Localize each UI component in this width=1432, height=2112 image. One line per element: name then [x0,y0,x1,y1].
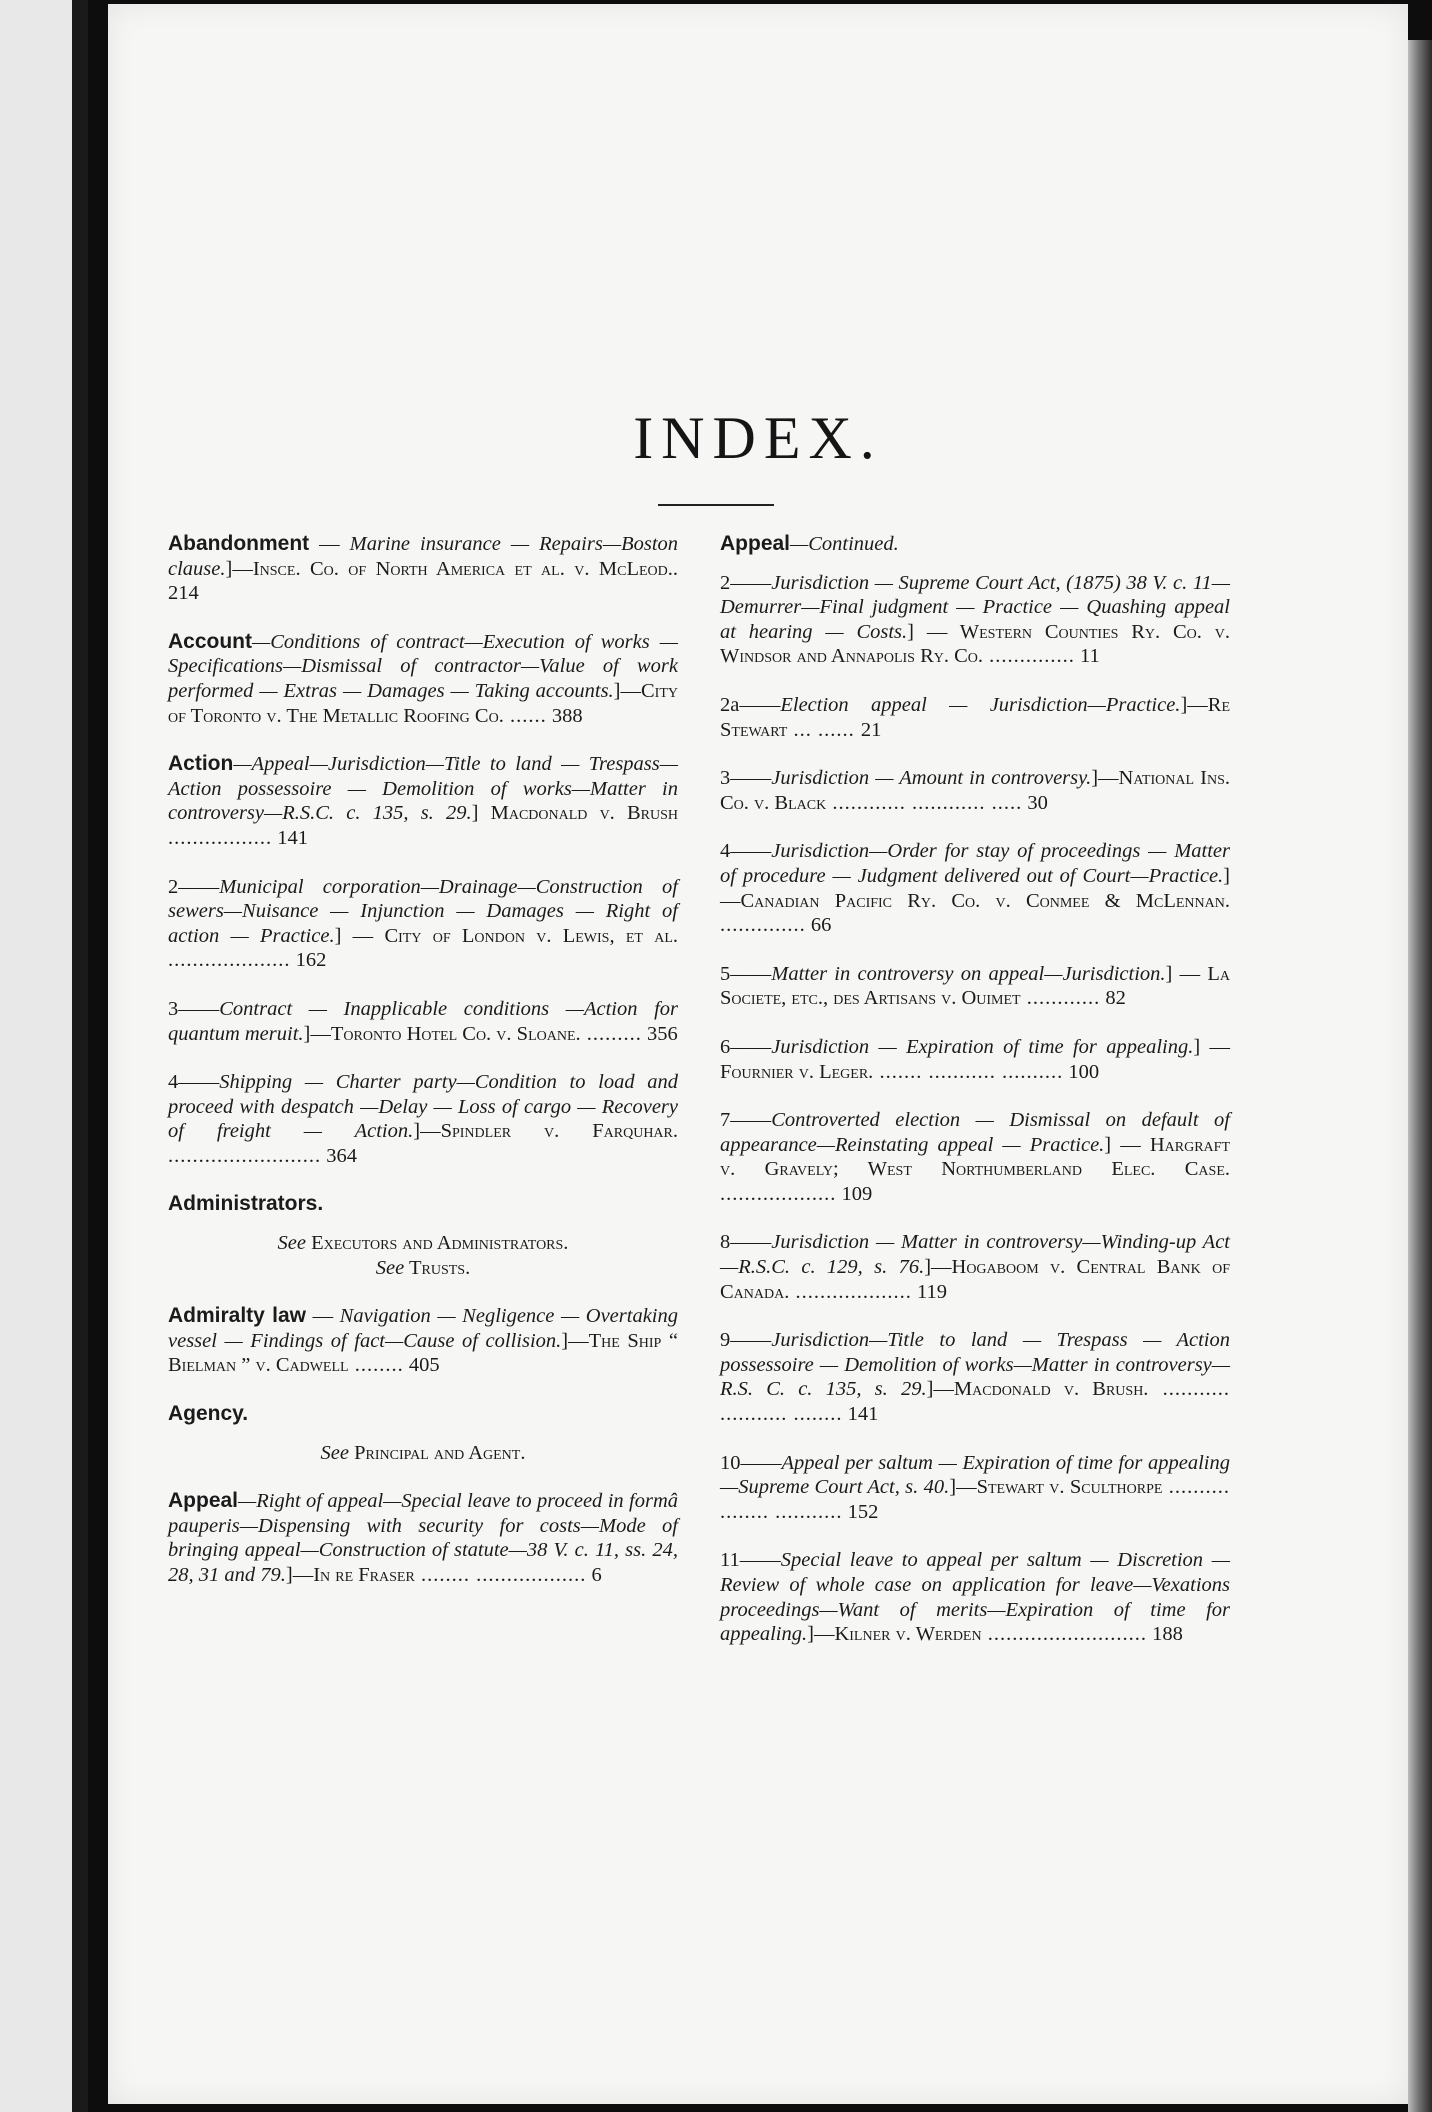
entry-heading: Admiralty law [168,1304,306,1328]
book-page [108,4,1408,2104]
dot-leaders: ...... [503,704,547,727]
entry-case: ] — La Societe, etc., des Artisans v. Ouimet [720,962,1230,1010]
dot-leaders: ................. [168,826,273,849]
entry-page: 66 [810,914,832,937]
page-title: INDEX. [633,405,883,471]
dot-leaders: .................... [168,949,291,972]
entry-case: ]—In re Fraser [285,1564,415,1586]
dot-leaders: ............ [1020,987,1101,1010]
index-entry-action [168,752,678,850]
entry-page: 388 [551,704,583,727]
index-entry-appeal-10 [720,1328,1230,1426]
entry-number: 5—— [720,962,772,985]
entry-case: ]—Kilner v. Werden [807,1623,982,1646]
entry-page: 152 [847,1500,879,1523]
entry-description: Shipping — Charter party—Condition to load and proceed with despatch —Delay — Loss of cargo — Recovery of freight — Action. [168,1071,678,1143]
index-entry-appeal-2 [720,571,1230,669]
entry-case: ]—Macdonald v. Brush. [926,1378,1149,1401]
index-entry-admiralty-law: Admiralty law — Navigation — Negligence — Overtaking vessel — Findings of fact—Cause of collision.]—The Ship “ Bielman ” v. Cadwell ........ 405 [168,1304,678,1377]
entry-page: 405 [408,1354,440,1377]
entry-description: Navigation — Negligence — Overtaking vessel — Findings of fact—Cause of collision. [168,1305,678,1352]
index-entry-administrators [168,1192,678,1217]
title-rule [658,504,774,506]
entry-number: 3—— [720,767,772,790]
entry-case: ]—National Ins. Co. v. Black [720,767,1230,814]
entry-page: 162 [295,949,327,972]
entry-description: Jurisdiction — Amount in controversy. [771,767,1092,790]
entry-case: ]—The Ship “ Bielman ” v. Cadwell [168,1329,678,1377]
index-entry-appeal-3 [720,693,1230,742]
entry-description: Marine insurance — Repairs—Boston clause. [168,533,679,580]
adjacent-page-edge [0,0,88,2112]
entry-number: 2—— [168,875,220,898]
index-entry-appeal-8 [720,1108,1230,1206]
entry-page: 21 [860,718,882,741]
entry-number: 9—— [720,1329,772,1352]
entry-heading: Action [168,752,234,776]
entry-page: 356 [647,1022,678,1045]
entry-number: 2—— [720,571,772,594]
dot-leaders: ......... [580,1022,642,1045]
entry-number: 11—— [720,1549,781,1572]
entry-number: 3—— [168,997,220,1020]
cross-reference: See Principal and Agent. [320,1441,526,1464]
dot-leaders: ............ ............ ..... [826,791,1023,814]
entry-case: ] — Fournier v. Leger. [720,1035,1230,1083]
entry-case: ]—Stewart v. Sculthorpe [949,1476,1163,1499]
cross-reference: See Executors and Administrators. See Trusts. [277,1232,569,1279]
entry-number: 6—— [720,1035,772,1058]
entry-page: 141 [847,1403,879,1426]
entry-description: —Right of appeal—Special leave to proceed in formâ pauperis—Dispensing with security for costs—Mode of bringing appeal—Construction of statute—38 V. c. 11, ss. 24, 28, 31 and 79. [168,1490,678,1586]
entry-description: Jurisdiction—Order for stay of proceedings — Matter of procedure — Judgment delivered out of Court—Practice. [720,840,1230,887]
index-entry-appeal [168,1489,678,1587]
entry-case: ] — City of London v. Lewis, et al. [334,924,678,947]
entry-heading: Appeal [168,1489,239,1513]
continued-heading: Appeal—Continued. [720,532,899,555]
entry-description: Election appeal — Jurisdiction—Practice. [780,693,1181,716]
entry-case: ] — Western Counties Ry. Co. v. Windsor and Annapolis Ry. Co. [720,620,1230,668]
entry-case: ]—City of Toronto v. The Metallic Roofing Co. [168,679,678,727]
entry-page: 364 [326,1144,357,1167]
entry-case: ]—Hogaboom v. Central Bank of Canada. [720,1256,1230,1303]
index-entry-appeal-5 [720,839,1230,937]
index-entry-action-2 [168,875,678,973]
entry-page: 141 [277,826,308,849]
index-entry-agency [168,1402,678,1427]
entry-number: 4—— [168,1071,220,1094]
entry-heading: Account [168,629,252,653]
index-entry-appeal-4 [720,766,1230,815]
entry-number: 8—— [720,1231,772,1254]
entry-page: 30 [1027,791,1048,814]
index-entry-action-4 [168,1070,678,1168]
index-entry-appeal-9 [720,1230,1230,1304]
entry-description: Jurisdiction—Title to land — Trespass — Action possessoire — Demolition of works—Matter in controversy—R.S. C. c. 135, s. 29. [720,1329,1230,1401]
dot-leaders: .......................... [981,1623,1147,1646]
dot-leaders: ....... ........... .......... [873,1060,1064,1083]
entry-case: ]—Re Stewart [720,693,1230,741]
entry-description: Special leave to appeal per saltum — Discretion — Review of whole case on application for leave—Vexations proceedings—Want of merits—Expiration of time for appealing. [720,1549,1230,1646]
entry-page: 188 [1152,1623,1183,1646]
entry-case: ]—Spindler v. Farquhar. [413,1120,679,1143]
entry-page: 119 [916,1280,947,1303]
entry-case: ] —Canadian Pacific Ry. Co. v. Conmee & McLennan. [720,864,1230,912]
entry-description: Jurisdiction — Expiration of time for appealing. [771,1035,1194,1058]
entry-number: 4—— [720,840,772,863]
binding-shadow [72,0,88,2112]
entry-page: 214 [168,582,199,605]
entry-case: ]—Toronto Hotel Co. v. Sloane. [303,1022,581,1045]
dot-leaders: ........ .................. [414,1564,587,1586]
index-entry-account [168,630,678,728]
entry-description: Jurisdiction — Matter in controversy—Winding-up Act—R.S.C. c. 129, s. 76. [720,1231,1230,1279]
entry-heading: Administrators. [168,1192,324,1216]
entry-case: ] Macdonald v. Brush [471,802,678,825]
entry-number: 2a—— [720,693,781,716]
page-edge-shadow [1408,40,1432,2112]
entry-case: ]—Insce. Co. of North America et al. v. McLeod.. [225,557,678,580]
index-entry-appeal-12 [720,1548,1230,1646]
entry-page: 82 [1105,987,1126,1010]
entry-number: 10—— [720,1451,782,1474]
entry-description: Contract — Inapplicable conditions —Action for quantum meruit. [168,997,678,1045]
dot-leaders: .............. [983,645,1075,668]
index-entry-appeal-7 [720,1035,1230,1084]
entry-description: —Appeal—Jurisdiction—Title to land — Trespass—Action possessoire — Demolition of works—Matter in controversy—R.S.C. c. 135, s. 29. [168,753,678,825]
entry-page: 100 [1068,1060,1100,1083]
dot-leaders: ... ...... [787,718,861,741]
index-entry-abandonment: Abandonment — Marine insurance — Repairs—Boston clause.]—Insce. Co. of North America et al. v. McLeod.. 214 [168,532,679,605]
dot-leaders: ........... ........... ........ [720,1378,1230,1426]
dot-leaders: ......................... [168,1144,322,1167]
entry-page: 6 [591,1564,602,1586]
dot-leaders: .......... ........ ........... [720,1476,1231,1523]
dot-leaders: .............. [720,914,806,937]
entry-page: 109 [841,1182,873,1205]
entry-heading: Agency. [168,1402,249,1426]
index-entry-action-3 [168,997,678,1046]
entry-page: 11 [1080,645,1100,668]
index-column-right [720,532,1230,1671]
dot-leaders: ........ [348,1354,404,1377]
entry-description: Municipal corporation—Drainage—Construction of sewers—Nuisance — Injunction — Damages — Right of action — Practice. [168,875,678,947]
index-entry-appeal-11 [720,1451,1230,1525]
entry-description: Matter in controversy on appeal—Jurisdiction. [771,962,1166,985]
entry-heading: Abandonment [168,532,310,555]
entry-description: Controverted election — Dismissal on default of appearance—Reinstating appeal — Practice. [720,1109,1230,1156]
dot-leaders: ................... [720,1182,837,1205]
entry-description: Jurisdiction — Supreme Court Act, (1875) 38 V. c. 11—Demurrer—Final judgment — Practice — Quashing appeal at hearing — Costs. [720,571,1230,643]
entry-number: 7—— [720,1109,772,1132]
entry-case: ] — Hargraft v. Gravely; West Northumberland Elec. Case. [720,1133,1230,1181]
entry-description: Appeal per saltum — Expiration of time for appealing—Supreme Court Act, s. 40. [720,1451,1230,1499]
entry-description: —Conditions of contract—Execution of works — Specifications—Dismissal of contractor—Value of work performed — Extras — Damages — Taking accounts. [168,630,678,702]
dot-leaders: ................... [789,1280,912,1303]
index-column-left [168,532,678,1612]
index-entry-appeal-6 [720,962,1230,1011]
